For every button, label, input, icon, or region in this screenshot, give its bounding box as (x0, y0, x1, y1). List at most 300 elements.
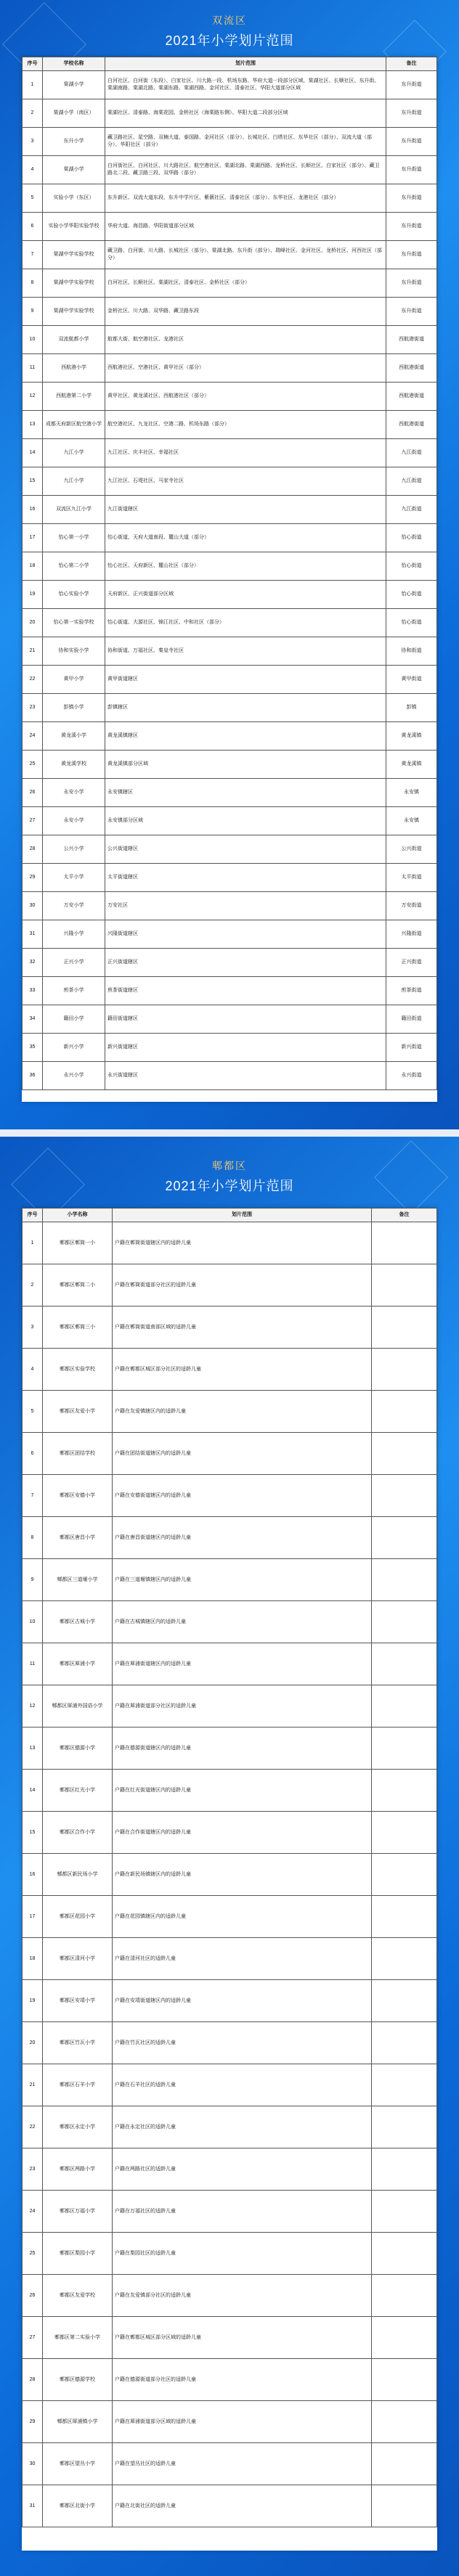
row-note (372, 1601, 437, 1643)
school-name: 郫都区犀浦镇小学 (43, 2401, 113, 2443)
school-name: 西航港小学 (43, 354, 105, 383)
row-note (372, 1896, 437, 1938)
table-row (23, 807, 437, 835)
row-number: 2 (23, 99, 43, 128)
school-name: 郫都区花园小学 (43, 1896, 113, 1938)
row-number: 10 (23, 326, 43, 354)
school-name: 郫都区石羊小学 (43, 2064, 113, 2106)
row-number: 6 (23, 213, 43, 241)
table-row (23, 2359, 437, 2401)
row-note (372, 1349, 437, 1391)
school-name: 郫都区郫筒二小 (43, 1264, 113, 1307)
table-row (23, 2443, 437, 2485)
zoning-range: 新兴街道辖区 (105, 1034, 386, 1062)
row-note (372, 2148, 437, 2191)
zoning-range: 黄甲社区、黄龙溪社区、西航港社区（部分） (105, 383, 386, 411)
table-row (23, 184, 437, 213)
table-row (23, 722, 437, 751)
zoning-range: 煎茶街道辖区 (105, 977, 386, 1005)
zoning-range: 户籍在安靖街道辖区内的适龄儿童 (113, 1980, 372, 2022)
zoning-range: 户籍在郫都区城区部分社区的适龄儿童 (113, 1349, 372, 1391)
school-name: 棠湖中学实验学校 (43, 269, 105, 298)
row-number: 1 (23, 71, 43, 99)
row-number: 28 (23, 2359, 43, 2401)
table-container (22, 57, 437, 1102)
row-note: 九江街道 (386, 439, 437, 467)
zoning-range: 永安镇部分区域 (105, 807, 386, 835)
table-row (23, 751, 437, 779)
zoning-range: 户籍在万福社区的适龄儿童 (113, 2191, 372, 2233)
header-range: 划片范围 (113, 1209, 372, 1222)
table-row (23, 1854, 437, 1896)
table-title: 2021年小学划片范围 (165, 33, 294, 48)
row-note: 永兴街道 (386, 1062, 437, 1090)
row-note: 黄龙溪镇 (386, 722, 437, 751)
zoning-range: 金桥社区、川大路、双华路、藏卫路东段 (105, 298, 386, 326)
zoning-range: 户籍在犀浦街道部分社区的适龄儿童 (113, 1685, 372, 1727)
school-name: 怡心实验小学 (43, 581, 105, 609)
zoning-range: 怡心社区、天府新区、麓山社区（部分） (105, 552, 386, 581)
zoning-table (22, 57, 437, 1090)
table-row (23, 298, 437, 326)
row-number: 30 (23, 892, 43, 920)
school-name: 郫都区郫筒三小 (43, 1307, 113, 1349)
school-name: 协和实验小学 (43, 637, 105, 666)
row-number: 12 (23, 1685, 43, 1727)
row-number: 21 (23, 2064, 43, 2106)
row-note (372, 2485, 437, 2527)
table-row (23, 892, 437, 920)
row-note: 东升街道 (386, 184, 437, 213)
school-name: 郫都区望丛小学 (43, 2443, 113, 2485)
zoning-range: 白河社区、白河街（东段）、白家社区、川大路一段、机场东路、华府大道一段部分区域、棠湖社区、长顺社区、东升街、棠湖南路、棠湖北路、棠湖东路、棠湖西路、金河社区、清泰社区、华阳大道部分区域 (105, 71, 386, 99)
row-number: 2 (23, 1264, 43, 1307)
row-number: 36 (23, 1062, 43, 1090)
row-number: 18 (23, 1938, 43, 1980)
row-number: 21 (23, 637, 43, 666)
row-number: 22 (23, 2106, 43, 2148)
row-note (372, 2317, 437, 2359)
zoning-range: 户籍在石羊社区的适龄儿童 (113, 2064, 372, 2106)
school-name: 籍田小学 (43, 1005, 105, 1034)
row-number: 30 (23, 2443, 43, 2485)
row-note: 西航港街道 (386, 354, 437, 383)
table-row (23, 1685, 437, 1727)
row-number: 15 (23, 1812, 43, 1854)
zoning-range: 户籍在团结街道辖区内的适龄儿童 (113, 1433, 372, 1475)
zoning-range: 九江社区、庆丰社区、幸福社区 (105, 439, 386, 467)
zoning-range: 户籍在郫筒街道部分社区的适龄儿童 (113, 1264, 372, 1307)
school-name: 郫都区友爱学校 (43, 2275, 113, 2317)
table-row (23, 1391, 437, 1433)
zoning-range: 怡心街道、大源社区、锦江社区、中和社区（部分） (105, 609, 386, 637)
row-number: 12 (23, 383, 43, 411)
zoning-range: 户籍在友爱镇辖区内的适龄儿童 (113, 1391, 372, 1433)
school-name: 郫都区清河小学 (43, 1938, 113, 1980)
school-name: 棠湖小学（南区） (43, 99, 105, 128)
table-row (23, 99, 437, 128)
row-number: 1 (23, 1222, 43, 1264)
table-row (23, 71, 437, 99)
zoning-range: 户籍在两路社区的适龄儿童 (113, 2148, 372, 2191)
school-name: 郫都区犀浦外国语小学 (43, 1685, 113, 1727)
row-note: 正兴街道 (386, 949, 437, 977)
row-note: 西航港街道 (386, 411, 437, 439)
school-name: 郫都区安德小学 (43, 1475, 113, 1517)
table-row (23, 439, 437, 467)
school-name: 黄甲小学 (43, 666, 105, 694)
row-note (372, 1980, 437, 2022)
row-number: 19 (23, 1980, 43, 2022)
school-name: 永兴小学 (43, 1062, 105, 1090)
row-note (372, 1391, 437, 1433)
zoning-range: 户籍在犀浦街道辖区内的适龄儿童 (113, 1643, 372, 1685)
row-number: 7 (23, 1475, 43, 1517)
table-row (23, 552, 437, 581)
school-name: 棠湖中学实验学校 (43, 298, 105, 326)
row-note (372, 2233, 437, 2275)
table-row (23, 694, 437, 722)
row-note: 煎茶街道 (386, 977, 437, 1005)
row-number: 31 (23, 2485, 43, 2527)
section-pidu (0, 1137, 459, 2576)
school-name: 永安小学 (43, 807, 105, 835)
school-name: 双流航都小学 (43, 326, 105, 354)
row-number: 20 (23, 609, 43, 637)
row-note (372, 1222, 437, 1264)
zoning-range: 户籍在郫筒街道辖区内的适龄儿童 (113, 1222, 372, 1264)
zoning-range: 户籍在犀浦街道部分区域的适龄儿童 (113, 2401, 372, 2443)
table-row (23, 1307, 437, 1349)
school-name: 郫都区犀浦小学 (43, 1643, 113, 1685)
table-row (23, 1601, 437, 1643)
row-number: 13 (23, 411, 43, 439)
row-note (372, 1854, 437, 1896)
zoning-range: 黄龙溪镇辖区 (105, 722, 386, 751)
row-note: 东升街道 (386, 298, 437, 326)
row-number: 5 (23, 1391, 43, 1433)
row-note (372, 1727, 437, 1770)
row-number: 16 (23, 1854, 43, 1896)
row-number: 3 (23, 1307, 43, 1349)
school-name: 正兴小学 (43, 949, 105, 977)
zoning-range: 黄龙溪镇部分区域 (105, 751, 386, 779)
table-row (23, 354, 437, 383)
header-school-name: 学校名称 (43, 57, 105, 71)
row-note: 太平街道 (386, 864, 437, 892)
zoning-table (22, 1208, 437, 2527)
table-row (23, 524, 437, 552)
zoning-range: 协和街道、万福社区、秦皇寺社区 (105, 637, 386, 666)
school-name: 郫都区梨园小学 (43, 2233, 113, 2275)
header-number: 序号 (23, 57, 43, 71)
school-name: 黄龙溪小学 (43, 722, 105, 751)
school-name: 棠湖小学 (43, 71, 105, 99)
row-note (372, 2275, 437, 2317)
school-name: 公兴小学 (43, 835, 105, 864)
row-note: 东升街道 (386, 128, 437, 156)
row-note (372, 1264, 437, 1307)
row-note: 东升街道 (386, 269, 437, 298)
row-number: 23 (23, 2148, 43, 2191)
school-name: 郫都区唐昌小学 (43, 1517, 113, 1559)
zoning-range: 兴隆街道辖区 (105, 920, 386, 949)
table-row (23, 326, 437, 354)
zoning-range: 藏卫路、白河街、川大路、长城社区（部分）、棠湖北路、东升街（部分）、瑞峰社区、金河社区、龙桥社区、河西社区（部分） (105, 241, 386, 269)
header-note: 备注 (372, 1209, 437, 1222)
table-row (23, 383, 437, 411)
row-note (372, 2064, 437, 2106)
table-row (23, 666, 437, 694)
row-note (372, 1643, 437, 1685)
header-range: 划片范围 (105, 57, 386, 71)
zoning-range: 东升新区、双流大道东段、东升中学片区、紫薇社区、清泰社区（部分）、东华社区、龙港社区（部分） (105, 184, 386, 213)
row-note (372, 2401, 437, 2443)
zoning-range: 白河社区、长顺社区、棠湖社区、清泰社区、金桥社区（部分） (105, 269, 386, 298)
row-number: 17 (23, 524, 43, 552)
zoning-range: 黄甲街道辖区 (105, 666, 386, 694)
row-note: 新兴街道 (386, 1034, 437, 1062)
district-name: 双流区 (212, 15, 247, 26)
row-number: 6 (23, 1433, 43, 1475)
header-note: 备注 (386, 57, 437, 71)
school-name: 怡心第一小学 (43, 524, 105, 552)
section-title (0, 13, 459, 49)
zoning-range: 户籍在北街社区的适龄儿童 (113, 2485, 372, 2527)
zoning-range: 航都大街、航空港社区、龙港社区 (105, 326, 386, 354)
school-name: 兴隆小学 (43, 920, 105, 949)
school-name: 煎茶小学 (43, 977, 105, 1005)
zoning-range: 怡心街道、天府大道南段、麓山大道（部分） (105, 524, 386, 552)
school-name: 黄龙溪学校 (43, 751, 105, 779)
zoning-range: 天府新区、正兴街道部分区域 (105, 581, 386, 609)
row-note (372, 1685, 437, 1727)
zoning-range: 藏卫路社区、星空路、双楠大道、泰国路、金河社区（部分）、长城社区、白塔社区、东华社区（部分）、双流大道（部分）、华阳社区（部分） (105, 128, 386, 156)
table-row (23, 2106, 437, 2148)
table-row (23, 1517, 437, 1559)
table-row (23, 1727, 437, 1770)
school-name: 郫都区新民场小学 (43, 1854, 113, 1896)
row-number: 34 (23, 1005, 43, 1034)
row-number: 11 (23, 1643, 43, 1685)
table-row (23, 2191, 437, 2233)
row-note (372, 1812, 437, 1854)
row-number: 35 (23, 1034, 43, 1062)
zoning-range: 户籍在德源街道辖区内的适龄儿童 (113, 1727, 372, 1770)
row-note (372, 1770, 437, 1812)
row-number: 23 (23, 694, 43, 722)
row-note: 怡心街道 (386, 609, 437, 637)
row-number: 10 (23, 1601, 43, 1643)
table-row (23, 920, 437, 949)
row-note: 西航港街道 (386, 326, 437, 354)
row-note (372, 2443, 437, 2485)
zoning-range: 永安镇辖区 (105, 779, 386, 807)
school-name: 郫都区德源小学 (43, 1727, 113, 1770)
table-row (23, 1222, 437, 1264)
table-row (23, 2022, 437, 2064)
zoning-range: 户籍在花园镇辖区内的适龄儿童 (113, 1896, 372, 1938)
row-note: 东升街道 (386, 99, 437, 128)
table-row (23, 779, 437, 807)
row-number: 24 (23, 2191, 43, 2233)
row-number: 13 (23, 1727, 43, 1770)
zoning-range: 太平街道辖区 (105, 864, 386, 892)
zoning-range: 户籍在红光街道辖区内的适龄儿童 (113, 1770, 372, 1812)
row-number: 29 (23, 864, 43, 892)
table-row (23, 1643, 437, 1685)
table-row (23, 2064, 437, 2106)
school-name: 郫都区古城小学 (43, 1601, 113, 1643)
school-name: 九江小学 (43, 467, 105, 496)
zoning-range: 公兴街道辖区 (105, 835, 386, 864)
zoning-range: 白河街社区、白河社区、川大路社区、航空港社区、棠湖北路、棠湖西路、龙桥社区、长顺社区、白家社区（部分）、藏卫路北二段、藏卫路三段、双华路（部分） (105, 156, 386, 184)
zoning-range: 户籍在唐昌街道辖区内的适龄儿童 (113, 1517, 372, 1559)
school-name: 郫都区第二实验小学 (43, 2317, 113, 2359)
row-number: 14 (23, 1770, 43, 1812)
row-note: 万安街道 (386, 892, 437, 920)
zoning-range: 彭镇辖区 (105, 694, 386, 722)
school-name: 太平小学 (43, 864, 105, 892)
row-note: 西航港街道 (386, 383, 437, 411)
row-number: 33 (23, 977, 43, 1005)
school-name: 郫都区永定小学 (43, 2106, 113, 2148)
zoning-range: 户籍在友爱镇部分社区的适龄儿童 (113, 2275, 372, 2317)
row-note (372, 1559, 437, 1601)
row-number: 5 (23, 184, 43, 213)
row-number: 15 (23, 467, 43, 496)
row-note (372, 1307, 437, 1349)
section-title (0, 1158, 459, 1195)
zoning-range: 航空港社区、九龙社区、空港二路、机场东路（部分） (105, 411, 386, 439)
table-row (23, 581, 437, 609)
school-name: 郫都区北街小学 (43, 2485, 113, 2527)
school-name: 郫都区竹瓦小学 (43, 2022, 113, 2064)
row-note (372, 1475, 437, 1517)
row-note (372, 2191, 437, 2233)
row-note: 黄甲街道 (386, 666, 437, 694)
row-number: 22 (23, 666, 43, 694)
row-number: 9 (23, 298, 43, 326)
school-name: 西航港第二小学 (43, 383, 105, 411)
section-shuangliu (0, 0, 459, 1137)
table-row (23, 949, 437, 977)
school-name: 郫都区实验学校 (43, 1349, 113, 1391)
row-note: 永安镇 (386, 807, 437, 835)
row-number: 14 (23, 439, 43, 467)
zoning-range: 万安社区 (105, 892, 386, 920)
zoning-range: 户籍在竹瓦社区的适龄儿童 (113, 2022, 372, 2064)
row-note (372, 2106, 437, 2148)
zoning-range: 户籍在安德街道辖区内的适龄儿童 (113, 1475, 372, 1517)
row-number: 24 (23, 722, 43, 751)
table-row (23, 1005, 437, 1034)
zoning-range: 户籍在梨园社区的适龄儿童 (113, 2233, 372, 2275)
row-number: 25 (23, 2233, 43, 2275)
row-number: 16 (23, 496, 43, 524)
table-row (23, 213, 437, 241)
table-row (23, 2233, 437, 2275)
zoning-range: 九江社区、石堤社区、马家寺社区 (105, 467, 386, 496)
row-note (372, 1517, 437, 1559)
table-row (23, 609, 437, 637)
table-row (23, 1980, 437, 2022)
row-number: 27 (23, 2317, 43, 2359)
table-row (23, 269, 437, 298)
school-name: 九江小学 (43, 439, 105, 467)
row-number: 20 (23, 2022, 43, 2064)
table-row (23, 1559, 437, 1601)
row-number: 7 (23, 241, 43, 269)
row-number: 28 (23, 835, 43, 864)
school-name: 实验小学华阳实验学校 (43, 213, 105, 241)
table-row (23, 1475, 437, 1517)
table-row (23, 1812, 437, 1854)
row-number: 9 (23, 1559, 43, 1601)
school-name: 怡心第一实验学校 (43, 609, 105, 637)
zoning-range: 户籍在德源街道部分社区的适龄儿童 (113, 2359, 372, 2401)
table-row (23, 1062, 437, 1090)
row-note: 籍田街道 (386, 1005, 437, 1034)
school-name: 郫都区德源学校 (43, 2359, 113, 2401)
school-name: 郫都区安靖小学 (43, 1980, 113, 2022)
table-row (23, 2401, 437, 2443)
row-note: 怡心街道 (386, 524, 437, 552)
row-note: 九江街道 (386, 467, 437, 496)
row-note: 黄龙溪镇 (386, 751, 437, 779)
zoning-range: 正兴街道辖区 (105, 949, 386, 977)
row-number: 19 (23, 581, 43, 609)
zoning-range: 户籍在清河社区的适龄儿童 (113, 1938, 372, 1980)
row-note: 东升街道 (386, 241, 437, 269)
zoning-range: 籍田街道辖区 (105, 1005, 386, 1034)
zoning-range: 户籍在合作街道辖区内的适龄儿童 (113, 1812, 372, 1854)
zoning-range: 户籍在三道堰镇辖区内的适龄儿童 (113, 1559, 372, 1601)
school-name: 新兴小学 (43, 1034, 105, 1062)
school-name: 东升小学 (43, 128, 105, 156)
zoning-range: 户籍在新民场镇辖区内的适龄儿童 (113, 1854, 372, 1896)
row-number: 29 (23, 2401, 43, 2443)
school-name: 郫都区合作小学 (43, 1812, 113, 1854)
table-row (23, 496, 437, 524)
zoning-range: 户籍在郫筒街道南部区域的适龄儿童 (113, 1307, 372, 1349)
school-name: 实验小学（东区） (43, 184, 105, 213)
table-row (23, 1770, 437, 1812)
table-row (23, 411, 437, 439)
row-note: 永安镇 (386, 779, 437, 807)
row-number: 31 (23, 920, 43, 949)
row-note (372, 1433, 437, 1475)
row-note: 东升街道 (386, 156, 437, 184)
row-note (372, 2022, 437, 2064)
zoning-range: 户籍在永定社区的适龄儿童 (113, 2106, 372, 2148)
zoning-range: 棠湖社区、清泰路、海棠花园、金桥社区（海棠路东侧）、华阳大道二段部分区域 (105, 99, 386, 128)
row-note (372, 1938, 437, 1980)
school-name: 棠湖中学实验学校 (43, 241, 105, 269)
school-name: 彭镇小学 (43, 694, 105, 722)
table-title: 2021年小学划片范围 (165, 1179, 294, 1193)
row-note: 彭镇 (386, 694, 437, 722)
row-number: 11 (23, 354, 43, 383)
row-note: 怡心街道 (386, 552, 437, 581)
school-name: 郫都区万福小学 (43, 2191, 113, 2233)
school-name: 郫都区郫筒一小 (43, 1222, 113, 1264)
row-number: 18 (23, 552, 43, 581)
table-row (23, 1938, 437, 1980)
zoning-range: 户籍在古城镇辖区内的适龄儿童 (113, 1601, 372, 1643)
district-name: 郫都区 (212, 1160, 247, 1172)
row-number: 27 (23, 807, 43, 835)
